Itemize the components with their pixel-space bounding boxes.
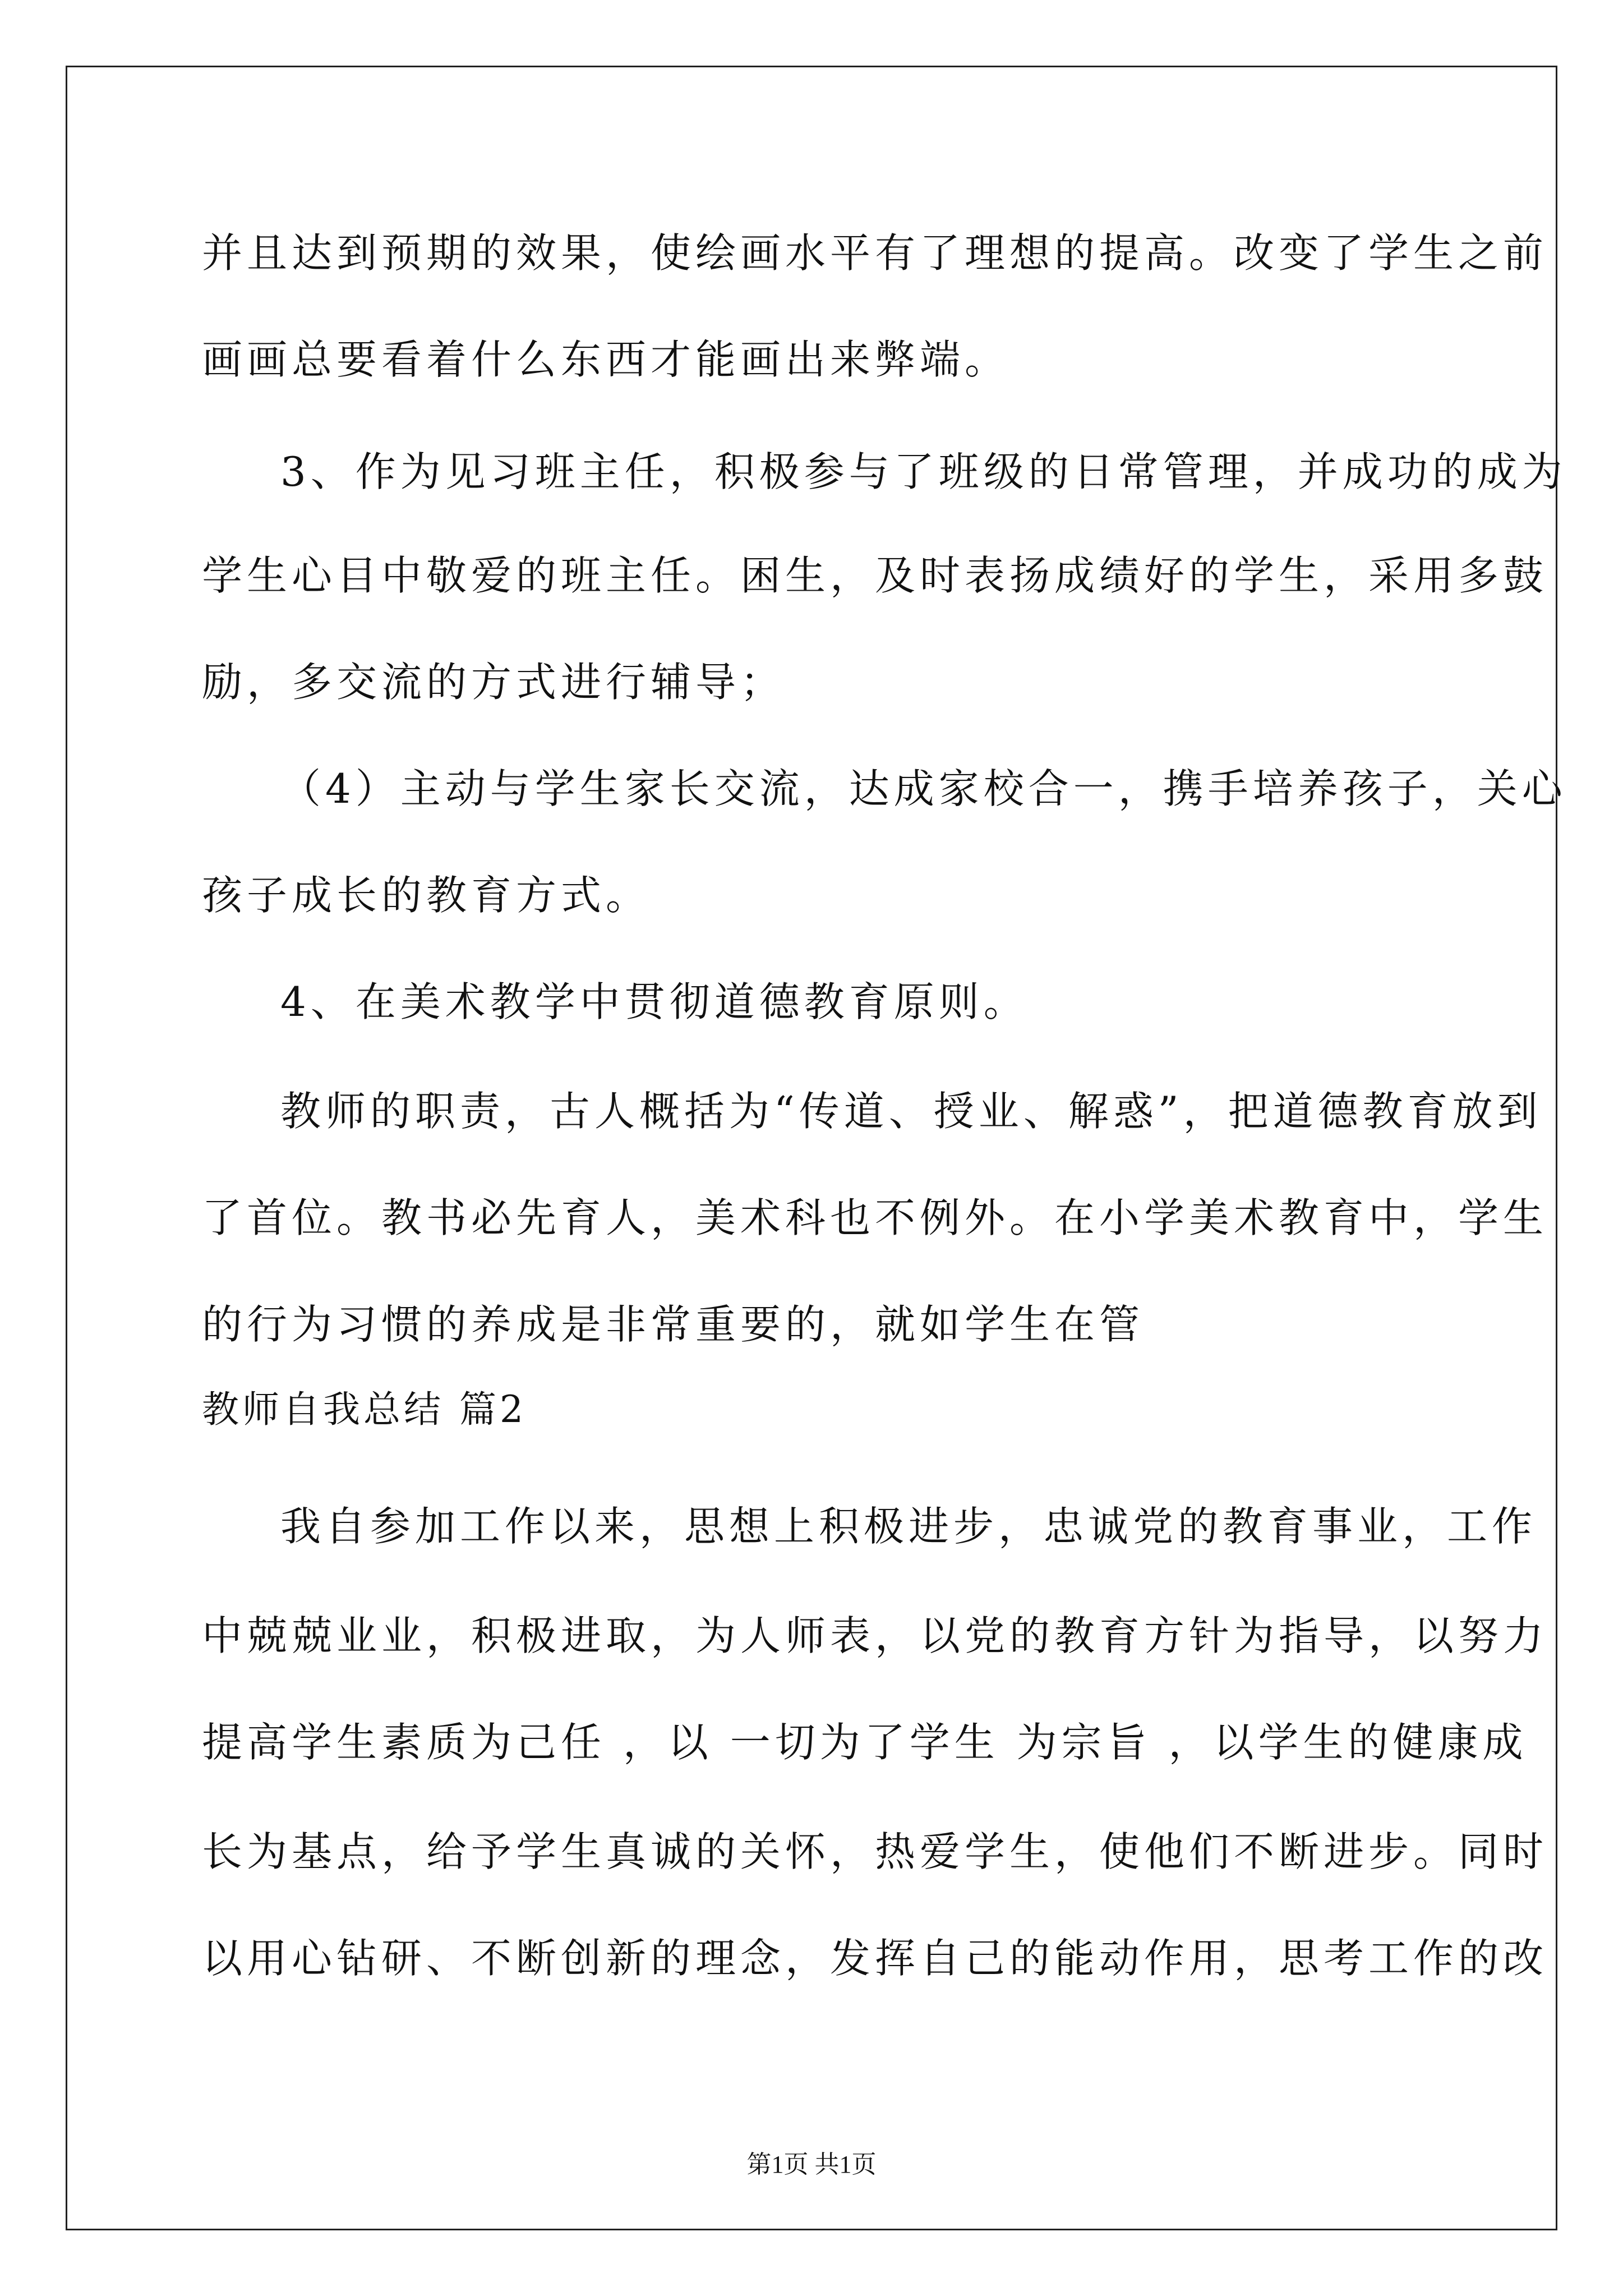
paragraph-line: 以用心钻研、不断创新的理念，发挥自己的能动作用，思考工作的改 — [202, 1935, 1548, 1982]
page-border — [66, 66, 1557, 2230]
paragraph-line: 的行为习惯的养成是非常重要的，就如学生在管 — [202, 1301, 1145, 1348]
section-heading: 教师自我总结 篇2 — [202, 1388, 527, 1431]
paragraph-line: 长为基点，给予学生真诚的关怀，热爱学生，使他们不断进步。同时 — [202, 1828, 1548, 1875]
paragraph-line: 并且达到预期的效果，使绘画水平有了理想的提高。改变了学生之前 — [202, 229, 1548, 277]
paragraph-line: 学生心目中敬爱的班主任。困生，及时表扬成绩好的学生，采用多鼓 — [202, 552, 1548, 599]
paragraph-line: 励，多交流的方式进行辅导； — [202, 659, 786, 706]
paragraph-line: 中兢兢业业，积极进取，为人师表，以党的教育方针为指导，以努力 — [202, 1612, 1548, 1659]
paragraph-line: 画画总要看着什么东西才能画出来弊端。 — [202, 336, 1010, 383]
paragraph-line: 我自参加工作以来，思想上积极进步，忠诚党的教育事业，工作 — [280, 1503, 1537, 1550]
paragraph-line: 孩子成长的教育方式。 — [202, 872, 651, 919]
paragraph-line: （4）主动与学生家长交流，达成家校合一，携手培养孩子，关心 — [280, 765, 1567, 812]
page-footer: 第1页 共1页 — [746, 2151, 877, 2178]
paragraph-line: 3、作为见习班主任，积极参与了班级的日常管理，并成功的成为 — [280, 448, 1567, 495]
paragraph-line: 4、在美术教学中贯彻道德教育原则。 — [280, 978, 1029, 1025]
paragraph-line: 教师的职责，古人概括为“传道、授业、解惑”，把道德教育放到 — [280, 1088, 1542, 1135]
paragraph-line: 提高学生素质为己任 ，以 一切为了学生 为宗旨 ，以学生的健康成 — [202, 1719, 1528, 1766]
paragraph-line: 了首位。教书必先育人，美术科也不例外。在小学美术教育中，学生 — [202, 1194, 1548, 1241]
